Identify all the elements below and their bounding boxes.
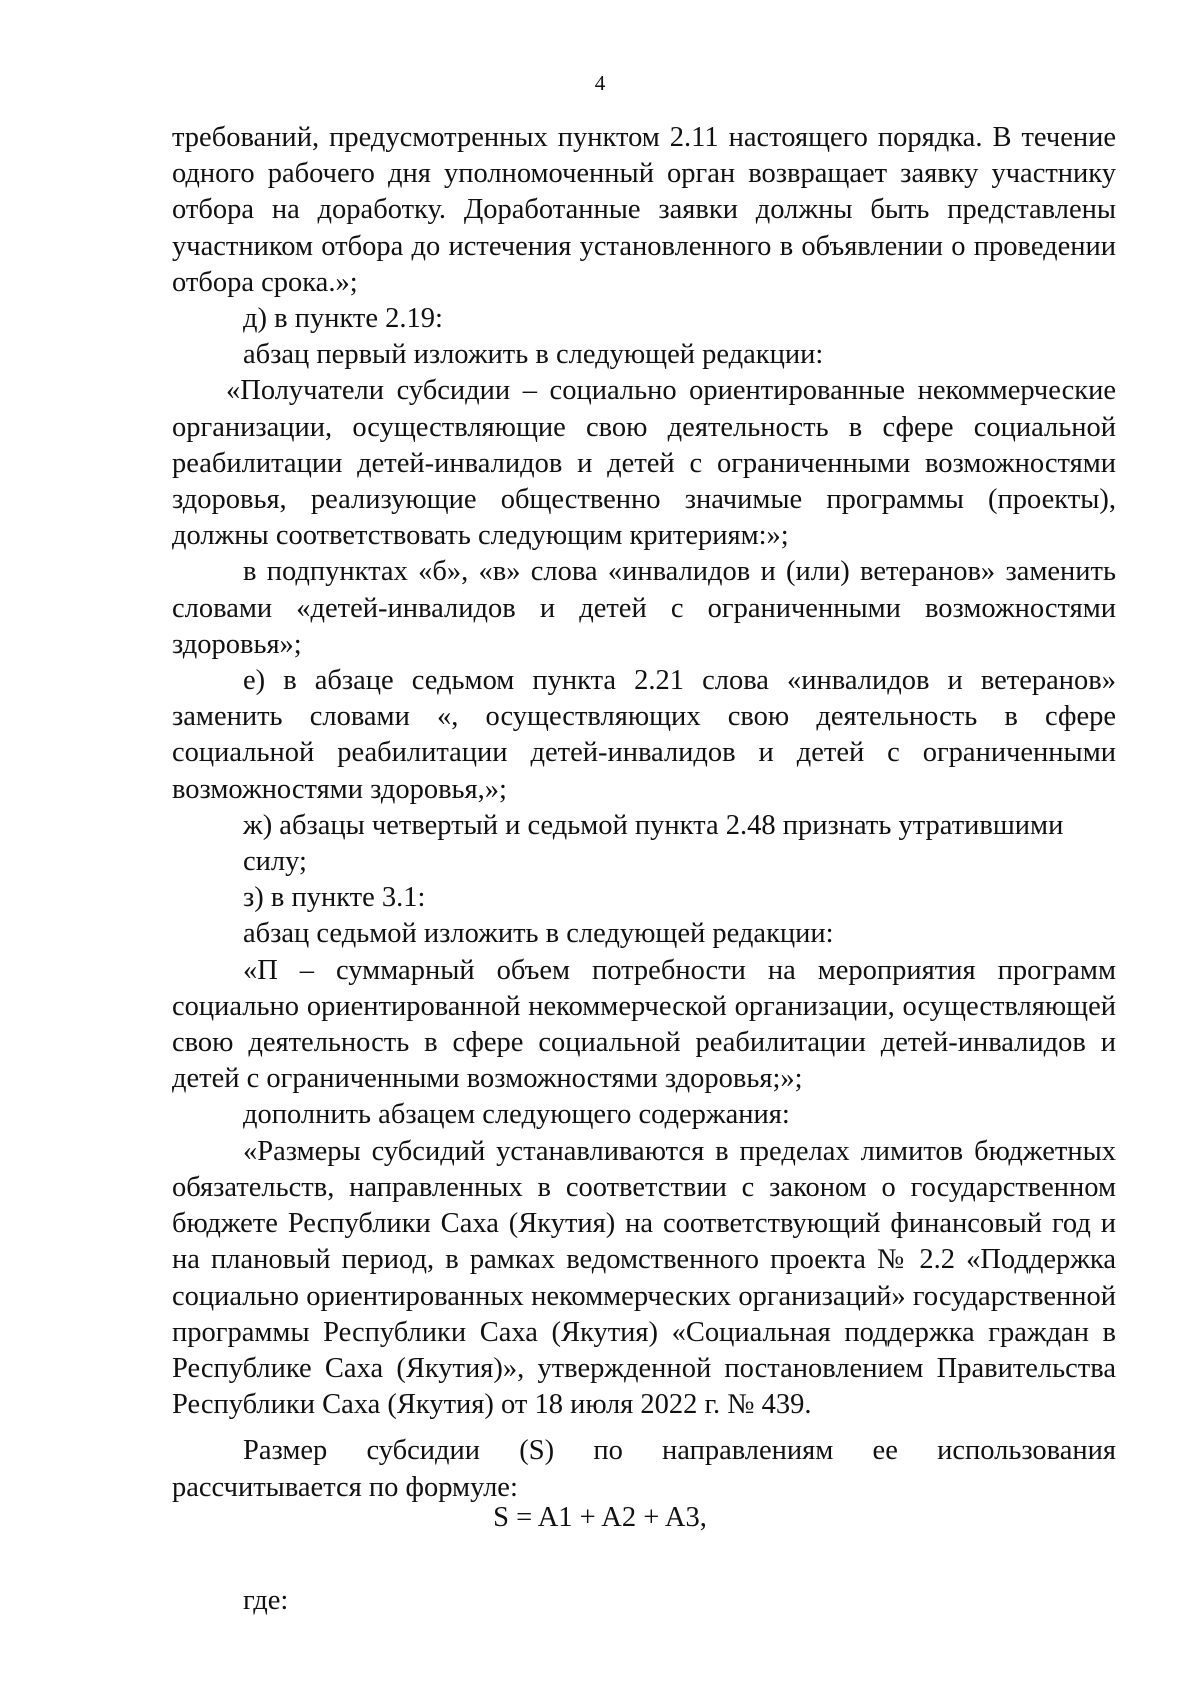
paragraph-supplement: дополнить абзацем следующего содержания:: [243, 1099, 790, 1131]
paragraph-instruction-seventh: абзац седьмой изложить в следующей редакции:: [243, 918, 834, 950]
document-body: [172, 120, 1116, 1506]
paragraph-quote-recipients: «Получатели субсидии – социально ориентированные некоммерческие организации, осуществляющие свою деятельность в сфере социальной реабилитации детей-инвалидов и детей с ограниченными возможностями здоровья, реализующие общественно значимые программы (проекты), должны соответствовать следующим критериям:»;: [172, 375, 1116, 552]
paragraph-formula-intro: Размер субсидии (S) по направлениям ее использования рассчитывается по формуле:: [172, 1435, 1116, 1503]
paragraph-quote-p: «П – суммарный объем потребности на мероприятия программ социально ориентированной некоммерческой организации, осуществляющей свою деятельность в сфере социальной реабилитации детей-инвалидов и детей с ограниченными возможностями здоровья;»;: [172, 954, 1116, 1095]
paragraph-quote-subsidy-size: «Размеры субсидий устанавливаются в пределах лимитов бюджетных обязательств, направленных в соответствии с законом о государственном бюджете Республики Саха (Якутия) на соответствующий финансовый год и на плановый период, в рамках ведомственного проекта № 2.2 «Поддержка социально ориентированных некоммерческих организаций» государственной программы Республики Саха (Якутия) «Социальная поддержка граждан в Республике Саха (Якутия)», утвержденной постановлением Правительства Республики Саха (Якутия) от 18 июля 2022 г. № 439.: [172, 1135, 1116, 1421]
paragraph-continuation: требований, предусмотренных пунктом 2.11 настоящего порядка. В течение одного рабочего дня уполномоченный орган возвращает заявку участнику отбора на доработку. Доработанные заявки должны быть представлены участником отбора до истечения установленного в объявлении о проведении отбора срока.»;: [172, 122, 1116, 298]
page-number: 4: [594, 71, 606, 95]
formula: S = A1 + A2 + A3,: [493, 1502, 707, 1533]
where-label: где:: [243, 1585, 289, 1616]
paragraph-item-d: д) в пункте 2.19:: [243, 303, 443, 335]
paragraph-item-z: з) в пункте 3.1:: [243, 882, 426, 914]
paragraph-subpoints-replace: в подпунктах «б», «в» слова «инвалидов и (или) ветеранов» заменить словами «детей-инвалидов и детей с ограниченными возможностями здоровья»;: [172, 556, 1116, 660]
paragraph-instruction: абзац первый изложить в следующей редакции:: [243, 339, 824, 371]
paragraph-item-e: е) в абзаце седьмом пункта 2.21 слова «инвалидов и ветеранов» заменить словами «, осуществляющих свою деятельность в сфере социальной реабилитации детей-инвалидов и детей с ограниченными возможностями здоровья,»;: [172, 665, 1116, 805]
paragraph-item-zh: ж) абзацы четвертый и седьмой пункта 2.48 признать утратившими силу;: [243, 809, 1064, 878]
